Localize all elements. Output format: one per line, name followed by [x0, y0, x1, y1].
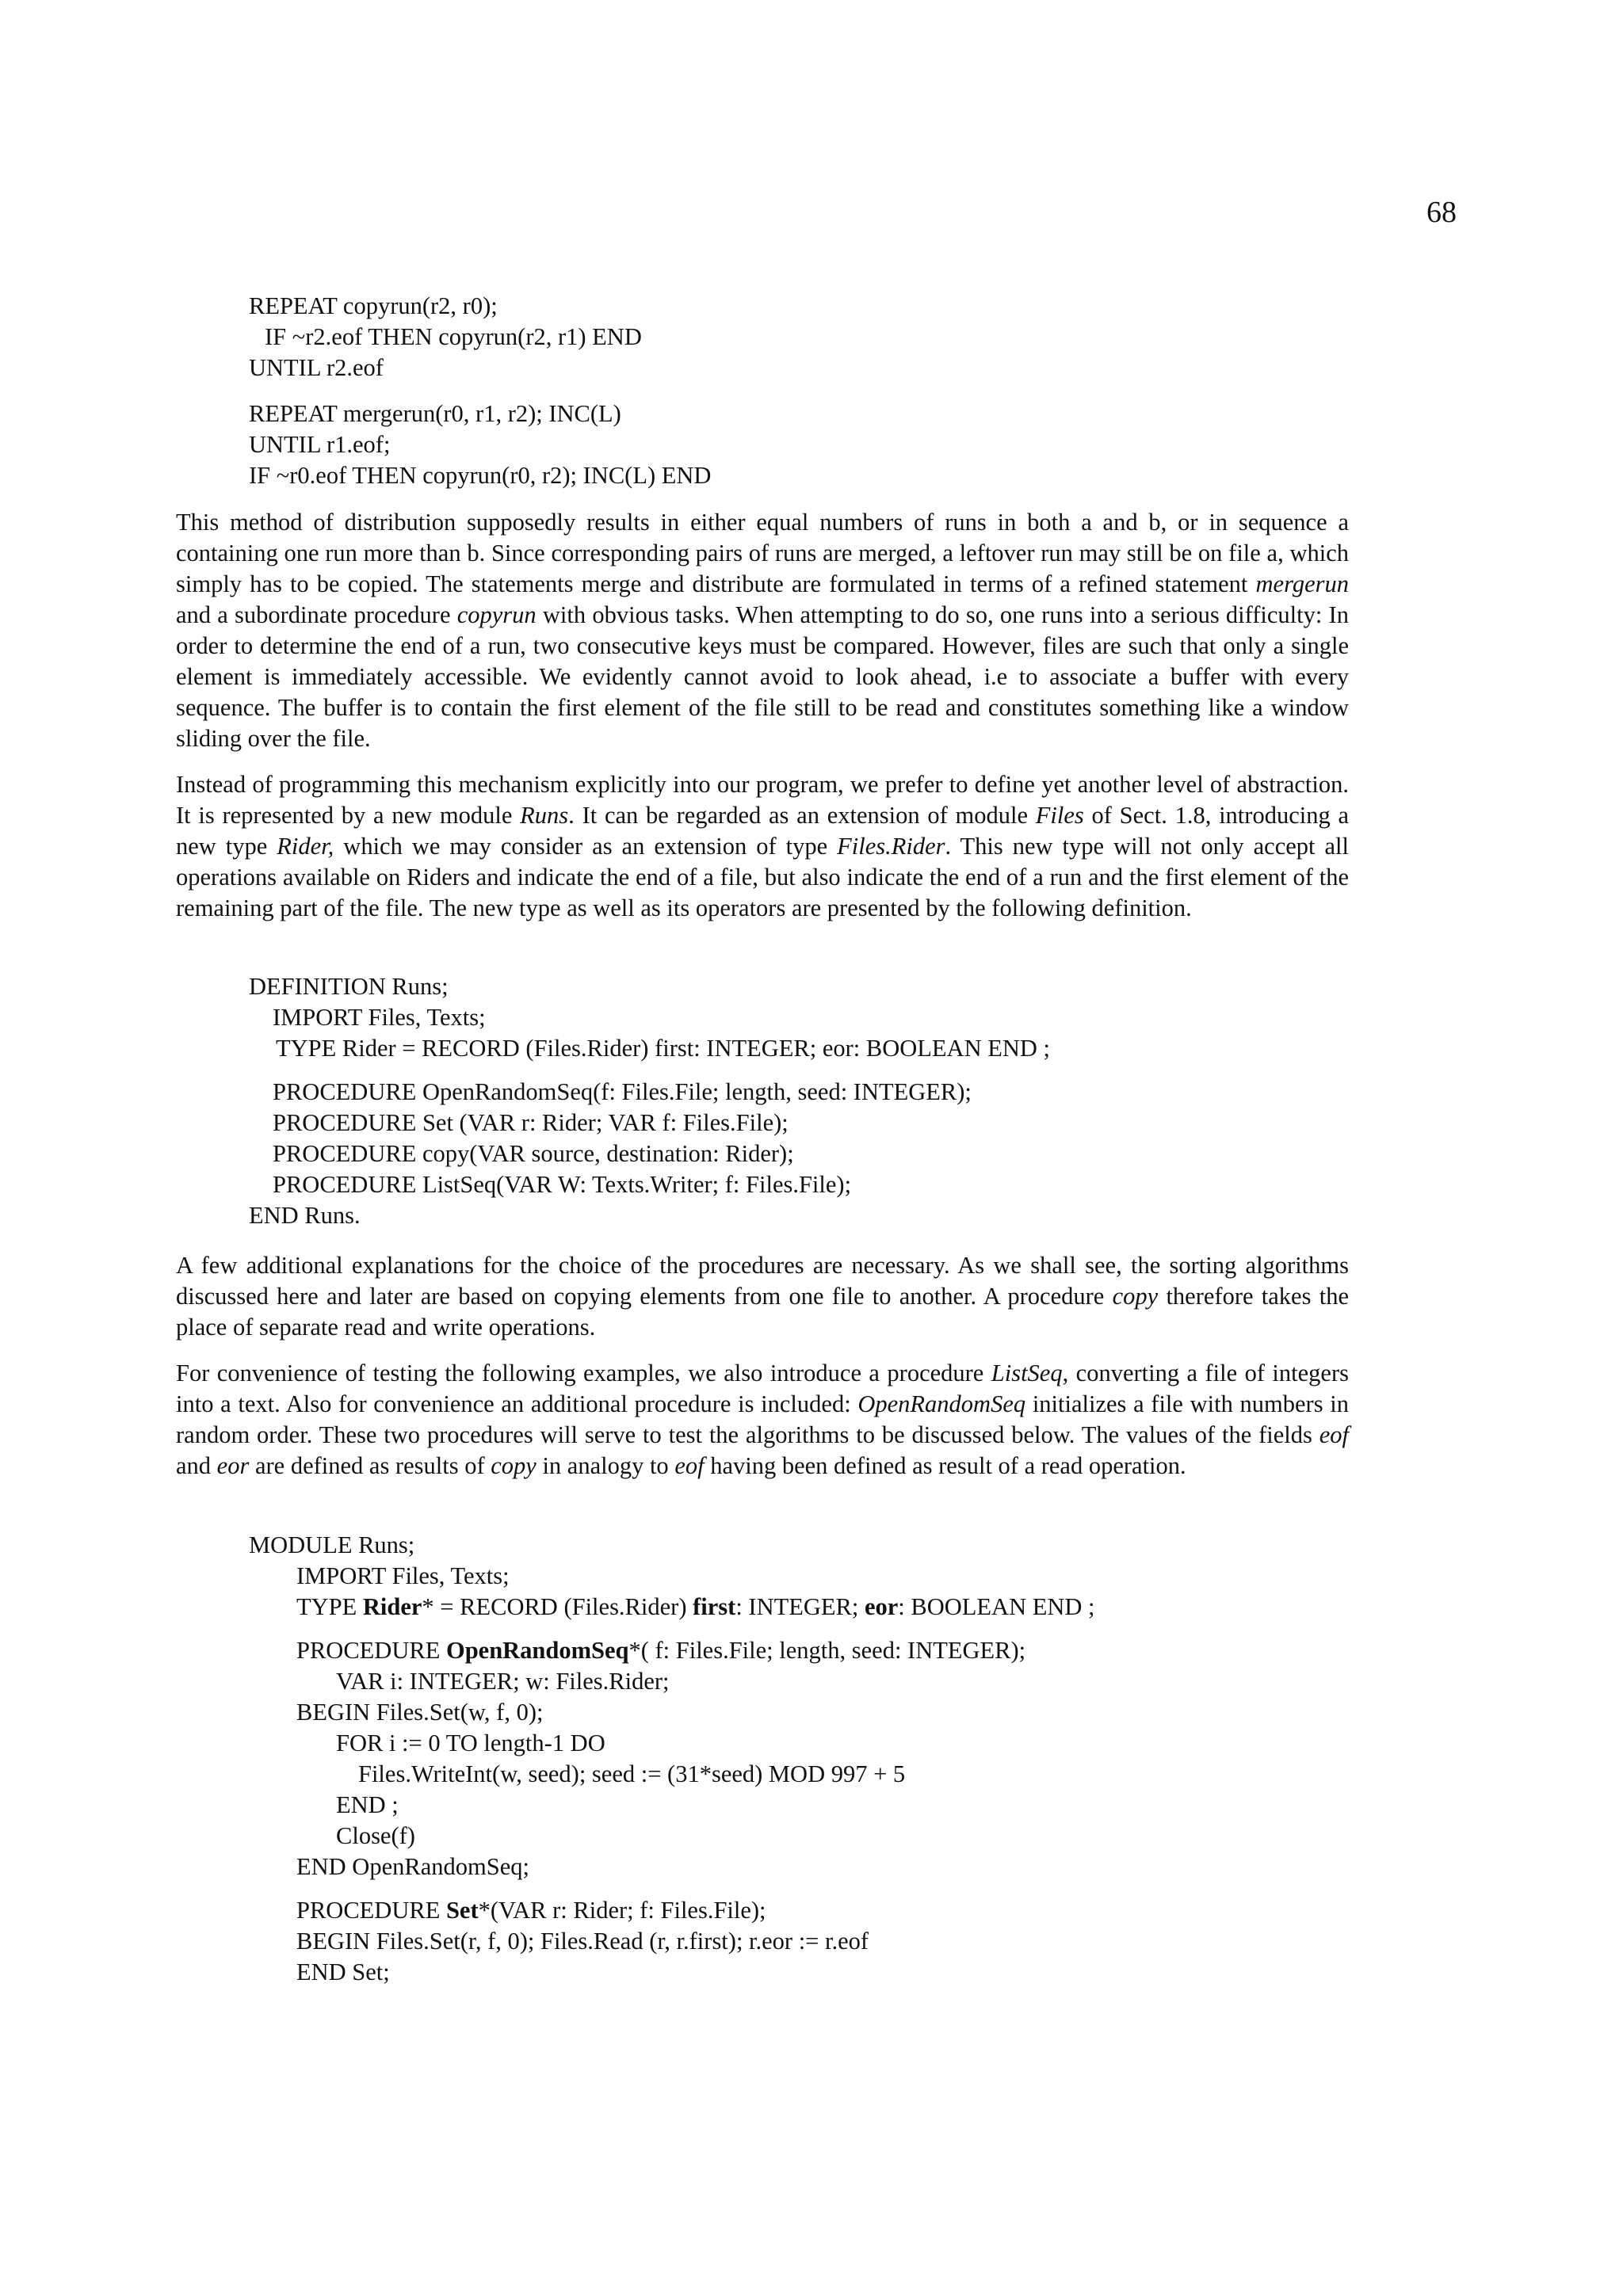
code-line: PROCEDURE Set*(VAR r: Rider; f: Files.File);	[296, 1897, 766, 1924]
code-line: TYPE Rider = RECORD (Files.Rider) first: INTEGER; eor: BOOLEAN END ;	[276, 1035, 1050, 1062]
code-block-module	[176, 1530, 1349, 1988]
code-line: TYPE Rider* = RECORD (Files.Rider) first: INTEGER; eor: BOOLEAN END ;	[296, 1593, 1095, 1620]
page-number: 68	[1426, 196, 1457, 229]
code-line: VAR i: INTEGER; w: Files.Rider;	[336, 1668, 670, 1695]
paragraph-convenience	[176, 1358, 1349, 1482]
code-line: PROCEDURE copy(VAR source, destination: Rider);	[273, 1140, 794, 1167]
code-line: DEFINITION Runs;	[249, 973, 449, 1000]
code-block-definition	[176, 971, 1349, 1231]
code-line: IMPORT Files, Texts;	[273, 1004, 486, 1031]
code-line: PROCEDURE OpenRandomSeq*( f: Files.File; length, seed: INTEGER);	[296, 1637, 1026, 1664]
code-line: PROCEDURE OpenRandomSeq(f: Files.File; length, seed: INTEGER);	[273, 1078, 972, 1105]
code-line: MODULE Runs;	[249, 1531, 415, 1558]
code-line: FOR i := 0 TO length-1 DO	[336, 1730, 605, 1756]
code-block-copyrun	[176, 291, 1349, 383]
paragraph-explanations	[176, 1250, 1349, 1343]
code-line: END Set;	[296, 1958, 390, 1985]
paragraph-abstraction	[176, 769, 1349, 924]
code-line: BEGIN Files.Set(r, f, 0); Files.Read (r, r.first); r.eor := r.eof	[296, 1928, 869, 1955]
code-line: Files.WriteInt(w, seed); seed := (31*seed) MOD 997 + 5	[358, 1760, 906, 1787]
paragraph-text: Instead of programming this mechanism explicitly into our program, we prefer to define yet another level of abstraction. It is represented by a new module Runs. It can be regarded as an extension of module Files of Sect. 1.8, introducing a new type Rider, which we may consider as an extension of type Files.Rider. This new type will not only accept all operations available on Riders and indicate the end of a file, but also indicate the end of a run and the first element of the remaining part of the file. The new type as well as its operators are presented by the following definition.	[176, 771, 1349, 921]
code-line: PROCEDURE Set (VAR r: Rider; VAR f: Files.File);	[273, 1109, 789, 1136]
paragraph-text: For convenience of testing the following examples, we also introduce a procedure ListSeq, converting a file of integers into a text. Also for convenience an additional procedure is included: OpenRandomSeq initializes a file with numbers in random order. These two procedures will serve to test the algorithms to be discussed below. The values of the fields eof and eor are defined as results of copy in analogy to eof having been defined as result of a read operation.	[176, 1360, 1349, 1479]
code-line: REPEAT mergerun(r0, r1, r2); INC(L)	[249, 400, 621, 427]
code-line: END Runs.	[249, 1202, 361, 1229]
code-block-mergerun	[176, 399, 1349, 491]
code-line: BEGIN Files.Set(w, f, 0);	[296, 1699, 544, 1726]
code-line: IF ~r0.eof THEN copyrun(r0, r2); INC(L) END	[249, 462, 712, 489]
code-line: UNTIL r2.eof	[249, 354, 384, 381]
code-line: Close(f)	[336, 1822, 415, 1849]
paragraph-text: This method of distribution supposedly results in either equal numbers of runs in both a and b, or in sequence a containing one run more than b. Since corresponding pairs of runs are merged, a leftover run may still be on file a, which simply has to be copied. The statements merge and distribute are formulated in terms of a refined statement mergerun and a subordinate procedure copyrun with obvious tasks. When attempting to do so, one runs into a serious difficulty: In order to determine the end of a run, two consecutive keys must be compared. However, files are such that only a single element is immediately accessible. We evidently cannot avoid to look ahead, i.e to associate a buffer with every sequence. The buffer is to contain the first element of the file still to be read and constitutes something like a window sliding over the file.	[176, 509, 1349, 752]
code-line: END OpenRandomSeq;	[296, 1853, 529, 1880]
code-line: IF ~r2.eof THEN copyrun(r2, r1) END	[265, 323, 642, 350]
paragraph-text: A few additional explanations for the choice of the procedures are necessary. As we shall see, the sorting algorithms discussed here and later are based on copying elements from one file to another. A procedure copy therefore takes the place of separate read and write operations.	[176, 1252, 1349, 1341]
code-line: UNTIL r1.eof;	[249, 431, 391, 458]
code-line: IMPORT Files, Texts;	[296, 1562, 510, 1589]
code-line: PROCEDURE ListSeq(VAR W: Texts.Writer; f: Files.File);	[273, 1171, 852, 1198]
paragraph-distribution	[176, 507, 1349, 754]
code-line: END ;	[336, 1791, 399, 1818]
code-line: REPEAT copyrun(r2, r0);	[249, 292, 498, 319]
